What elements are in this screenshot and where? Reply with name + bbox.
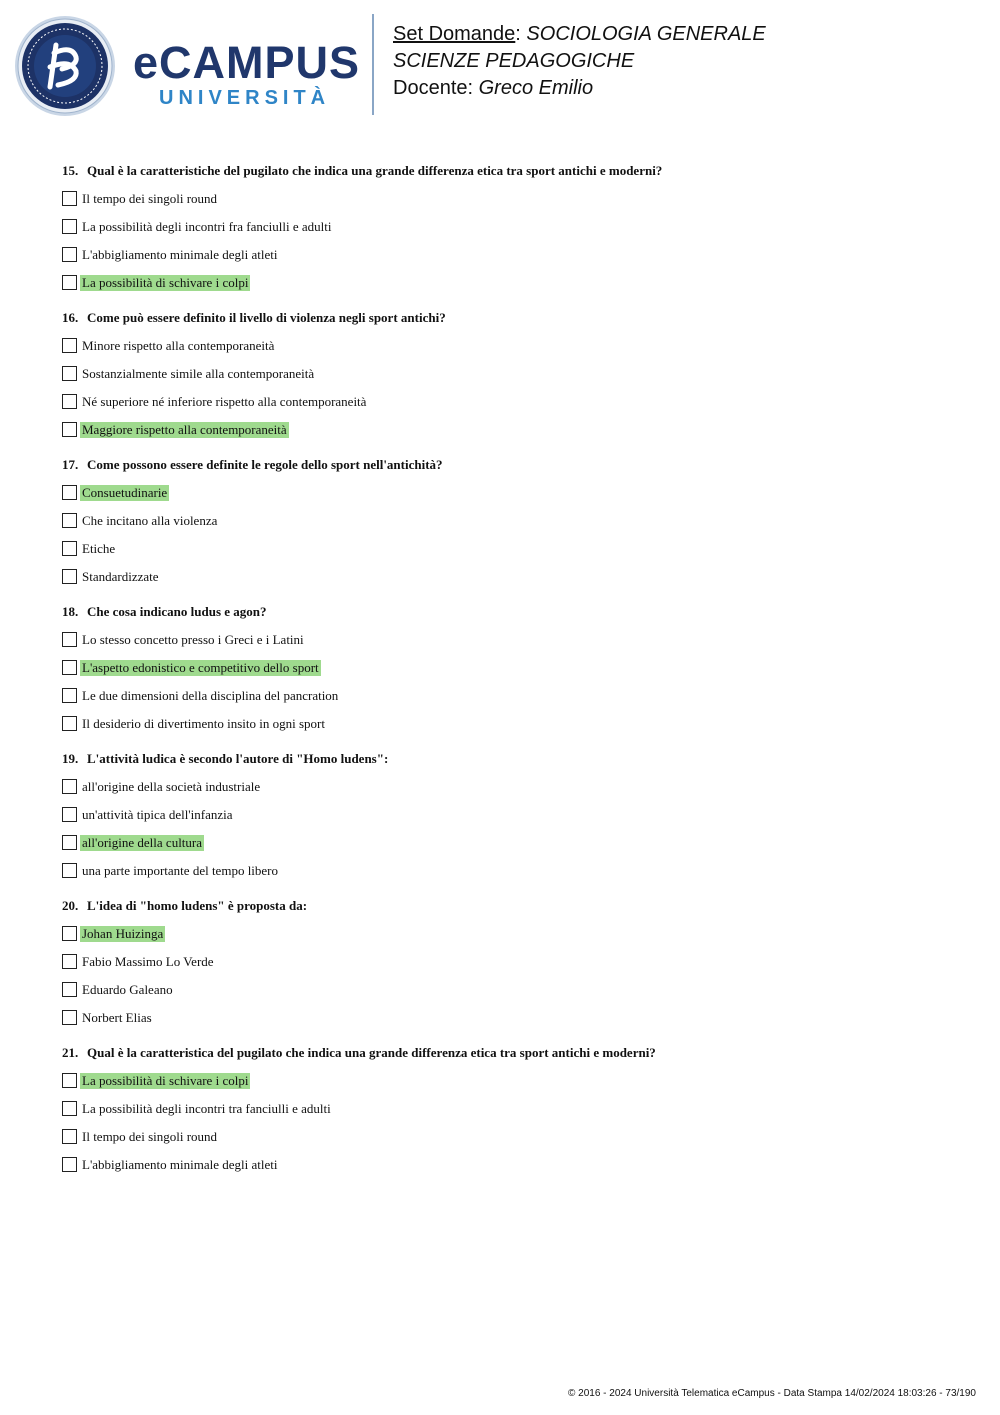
answer-checkbox[interactable] bbox=[62, 863, 77, 878]
answer-option[interactable] bbox=[62, 421, 962, 438]
answer-option[interactable] bbox=[62, 246, 962, 263]
answer-checkbox[interactable] bbox=[62, 513, 77, 528]
answer-checkbox[interactable] bbox=[62, 569, 77, 584]
answer-text-correct: L'aspetto edonistico e competitivo dello sport bbox=[82, 659, 319, 675]
question-number: 18. bbox=[62, 604, 79, 619]
question-number: 21. bbox=[62, 1045, 79, 1060]
answer-option[interactable] bbox=[62, 925, 962, 942]
question-title bbox=[62, 751, 962, 767]
answer-checkbox[interactable] bbox=[62, 954, 77, 969]
answer-text: Sostanzialmente simile alla contemporaneità bbox=[82, 365, 315, 381]
set-line bbox=[393, 21, 766, 48]
question-title bbox=[62, 604, 962, 620]
answer-checkbox[interactable] bbox=[62, 660, 77, 675]
question-block bbox=[62, 163, 962, 291]
header-info bbox=[393, 21, 766, 102]
answer-option[interactable] bbox=[62, 631, 962, 648]
answer-text: L'abbigliamento minimale degli atleti bbox=[82, 1156, 278, 1172]
answer-checkbox[interactable] bbox=[62, 926, 77, 941]
ecampus-seal-logo bbox=[14, 15, 116, 117]
question-title bbox=[62, 1045, 962, 1061]
answer-text: all'origine della società industriale bbox=[82, 778, 261, 794]
question-block bbox=[62, 751, 962, 879]
answer-checkbox[interactable] bbox=[62, 394, 77, 409]
set-label: Set Domande bbox=[393, 23, 516, 45]
teacher-line bbox=[393, 75, 766, 102]
question-number: 16. bbox=[62, 310, 79, 325]
answer-option[interactable] bbox=[62, 365, 962, 382]
answer-checkbox[interactable] bbox=[62, 632, 77, 647]
answer-checkbox[interactable] bbox=[62, 982, 77, 997]
question-text: L'attività ludica è secondo l'autore di "Homo ludens": bbox=[87, 751, 389, 766]
answer-text-correct: La possibilità di schivare i colpi bbox=[82, 1072, 249, 1088]
answer-text: Standardizzate bbox=[82, 568, 159, 584]
answer-option[interactable] bbox=[62, 274, 962, 291]
answer-option[interactable] bbox=[62, 715, 962, 732]
answer-checkbox[interactable] bbox=[62, 835, 77, 850]
answer-option[interactable] bbox=[62, 568, 962, 585]
answer-option[interactable] bbox=[62, 806, 962, 823]
answer-text: Il tempo dei singoli round bbox=[82, 190, 218, 206]
answer-text: Il tempo dei singoli round bbox=[82, 1128, 218, 1144]
answer-checkbox[interactable] bbox=[62, 485, 77, 500]
faculty-name: SCIENZE PEDAGOGICHE bbox=[393, 50, 635, 72]
teacher-label: Docente: bbox=[393, 77, 474, 99]
question-block bbox=[62, 898, 962, 1026]
answer-option[interactable] bbox=[62, 659, 962, 676]
question-text: Che cosa indicano ludus e agon? bbox=[87, 604, 267, 619]
question-block bbox=[62, 457, 962, 585]
answer-text: Fabio Massimo Lo Verde bbox=[82, 953, 214, 969]
set-separator: : bbox=[515, 23, 521, 45]
question-text: Come può essere definito il livello di violenza negli sport antichi? bbox=[87, 310, 446, 325]
question-title bbox=[62, 310, 962, 326]
answer-checkbox[interactable] bbox=[62, 1129, 77, 1144]
answer-text: un'attività tipica dell'infanzia bbox=[82, 806, 233, 822]
question-number: 15. bbox=[62, 163, 79, 178]
answer-checkbox[interactable] bbox=[62, 541, 77, 556]
answer-text-correct: Consuetudinarie bbox=[82, 484, 168, 500]
answer-text-correct: Maggiore rispetto alla contemporaneità bbox=[82, 421, 287, 437]
answer-checkbox[interactable] bbox=[62, 807, 77, 822]
answer-option[interactable] bbox=[62, 862, 962, 879]
answer-text-correct: La possibilità di schivare i colpi bbox=[82, 274, 249, 290]
answer-text: L'abbigliamento minimale degli atleti bbox=[82, 246, 278, 262]
answer-checkbox[interactable] bbox=[62, 1101, 77, 1116]
answer-checkbox[interactable] bbox=[62, 779, 77, 794]
answer-option[interactable] bbox=[62, 1072, 962, 1089]
answer-option[interactable] bbox=[62, 953, 962, 970]
answer-option[interactable] bbox=[62, 1156, 962, 1173]
answer-option[interactable] bbox=[62, 393, 962, 410]
answer-checkbox[interactable] bbox=[62, 275, 77, 290]
question-title bbox=[62, 457, 962, 473]
question-title bbox=[62, 163, 962, 179]
answer-checkbox[interactable] bbox=[62, 1010, 77, 1025]
answer-text: La possibilità degli incontri tra fanciulli e adulti bbox=[82, 1100, 331, 1116]
answer-checkbox[interactable] bbox=[62, 1157, 77, 1172]
answer-checkbox[interactable] bbox=[62, 219, 77, 234]
answer-checkbox[interactable] bbox=[62, 338, 77, 353]
question-title bbox=[62, 898, 962, 914]
answer-option[interactable] bbox=[62, 218, 962, 235]
question-text: Qual è la caratteristiche del pugilato che indica una grande differenza etica tra sport antichi e moderni? bbox=[87, 163, 663, 178]
answer-text: Le due dimensioni della disciplina del pancration bbox=[82, 687, 339, 703]
answer-option[interactable] bbox=[62, 981, 962, 998]
question-list bbox=[62, 163, 962, 1192]
logo-text: eCAMPUS bbox=[133, 37, 361, 88]
header-divider bbox=[372, 14, 374, 115]
answer-text: Etiche bbox=[82, 540, 116, 556]
answer-checkbox[interactable] bbox=[62, 1073, 77, 1088]
answer-option[interactable] bbox=[62, 540, 962, 557]
question-text: L'idea di "homo ludens" è proposta da: bbox=[87, 898, 308, 913]
answer-text: Eduardo Galeano bbox=[82, 981, 173, 997]
answer-checkbox[interactable] bbox=[62, 247, 77, 262]
answer-text-correct: all'origine della cultura bbox=[82, 834, 203, 850]
answer-text: Né superiore né inferiore rispetto alla contemporaneità bbox=[82, 393, 367, 409]
question-block bbox=[62, 310, 962, 438]
question-text: Come possono essere definite le regole dello sport nell'antichità? bbox=[87, 457, 443, 472]
logo-subtext: UNIVERSITÀ bbox=[159, 87, 331, 109]
ecampus-wordmark bbox=[133, 37, 361, 109]
question-number: 19. bbox=[62, 751, 79, 766]
answer-option[interactable] bbox=[62, 687, 962, 704]
course-name: SOCIOLOGIA GENERALE bbox=[526, 23, 766, 45]
answer-text: Norbert Elias bbox=[82, 1009, 152, 1025]
answer-text: La possibilità degli incontri fra fanciulli e adulti bbox=[82, 218, 332, 234]
question-text: Qual è la caratteristica del pugilato che indica una grande differenza etica tra sport antichi e moderni? bbox=[87, 1045, 656, 1060]
answer-option[interactable] bbox=[62, 778, 962, 795]
question-block bbox=[62, 604, 962, 732]
question-number: 17. bbox=[62, 457, 79, 472]
answer-option[interactable] bbox=[62, 484, 962, 501]
answer-option[interactable] bbox=[62, 1100, 962, 1117]
answer-option[interactable] bbox=[62, 337, 962, 354]
answer-option[interactable] bbox=[62, 1009, 962, 1026]
answer-text: Il desiderio di divertimento insito in ogni sport bbox=[82, 715, 326, 731]
answer-text: Che incitano alla violenza bbox=[82, 512, 218, 528]
answer-checkbox[interactable] bbox=[62, 688, 77, 703]
answer-option[interactable] bbox=[62, 1128, 962, 1145]
answer-option[interactable] bbox=[62, 512, 962, 529]
answer-checkbox[interactable] bbox=[62, 716, 77, 731]
page-footer: © 2016 - 2024 Università Telematica eCampus - Data Stampa 14/02/2024 18:03:26 - 73/190 bbox=[568, 1388, 976, 1399]
answer-checkbox[interactable] bbox=[62, 366, 77, 381]
answer-text: Lo stesso concetto presso i Greci e i Latini bbox=[82, 631, 304, 647]
answer-text-correct: Johan Huizinga bbox=[82, 925, 164, 941]
answer-checkbox[interactable] bbox=[62, 191, 77, 206]
answer-option[interactable] bbox=[62, 834, 962, 851]
teacher-name: Greco Emilio bbox=[478, 77, 594, 99]
answer-checkbox[interactable] bbox=[62, 422, 77, 437]
question-block bbox=[62, 1045, 962, 1173]
question-number: 20. bbox=[62, 898, 79, 913]
answer-text: Minore rispetto alla contemporaneità bbox=[82, 337, 275, 353]
answer-text: una parte importante del tempo libero bbox=[82, 862, 279, 878]
answer-option[interactable] bbox=[62, 190, 962, 207]
